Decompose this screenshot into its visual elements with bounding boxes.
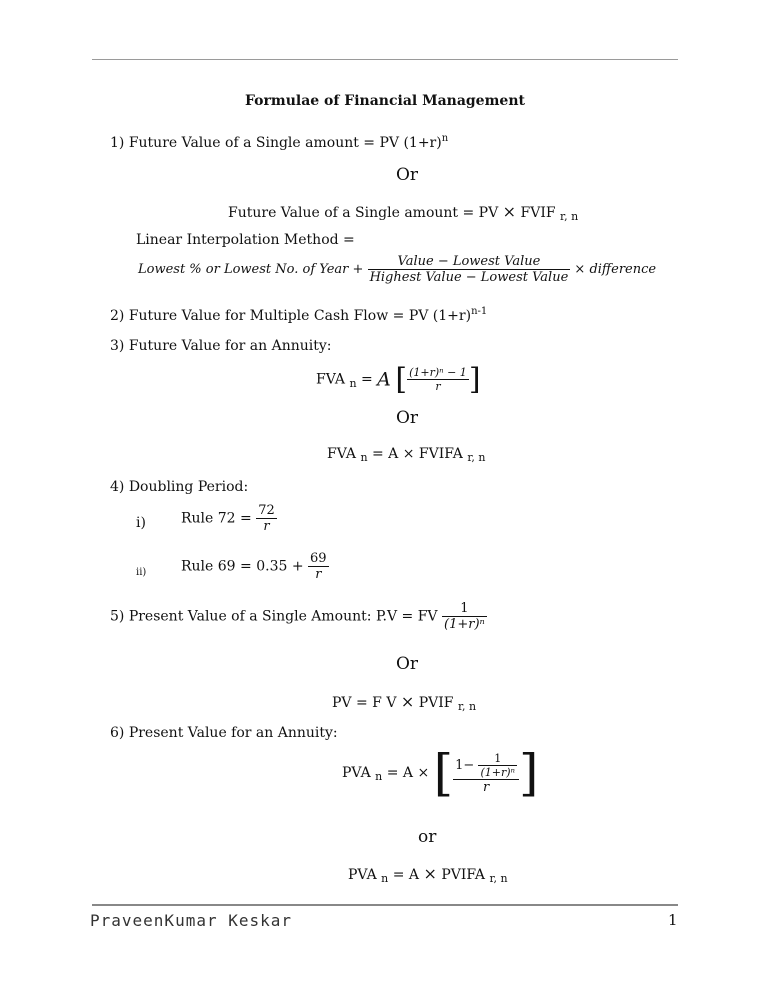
times-symbol: × [502,202,517,221]
formula-5-alt: PV = F V × PVIF $_{r, n}$ [332,692,477,713]
formula-2-line: 2) Future Value for Multiple Cash Flow = PV $(1+r)^{n-1}$ [110,306,488,324]
pva-fraction: 1− $\frac{1}{\text{(1+r)ⁿ}}$ r [453,752,519,795]
rule-72-fraction: $\frac{72}{r}$ [258,503,275,534]
formula-3-or: Or [396,408,419,428]
interp-label: Linear Interpolation Method = [136,232,355,248]
formula-6-or: or [418,827,437,847]
formula-3-expr: FVA $_n$ = A [ $\frac{\text{(1+r)ⁿ − 1}}{r}$ ] [316,362,481,397]
right-bracket: ] [518,744,539,802]
footer-rule [92,904,678,906]
left-bracket: [ [395,362,408,397]
times-symbol: × [423,864,437,883]
formula-3-line: 3) Future Value for an Annuity: [110,338,332,354]
interp-formula: Lowest % or Lowest No. of Year + $\frac{\text{Value − Lowest Value}}{\text{Highest Value − Lowest Value}}$ × difference [138,254,657,285]
rule-69-fraction: $\frac{69}{r}$ [310,551,327,582]
rule-69: Rule 69 = 0.35 + $\frac{69}{r}$ [181,551,327,582]
page-title: Formulae of Financial Management [245,93,525,109]
rule-69-index: ii) [136,567,147,578]
formula-6-line: 6) Present Value for an Annuity: [110,725,338,741]
formula-6-alt: PVA $_n$ = A × PVIFA $_{r, n}$ [348,864,508,885]
formula-3-alt: FVA $_n$ = A × FVIFA $_{r, n}$ [327,446,486,464]
left-bracket: [ [433,744,454,802]
formula-1-alt: Future Value of a Single amount = PV × FVIF $_{r, n}$ [228,202,579,223]
formula-4-line: 4) Doubling Period: [110,479,249,495]
top-rule [92,59,678,60]
interp-fraction: $\frac{\text{Value − Lowest Value}}{\text{Highest Value − Lowest Value}}$ [369,254,569,285]
page-number: 1 [668,911,678,929]
footer-author: PraveenKumar Keskar [90,911,293,930]
rule-72-index: i) [136,515,146,531]
pv-fraction: $\frac{1}{\text{(1+r)ⁿ}}$ [444,601,485,632]
rule-72: Rule 72 = $\frac{72}{r}$ [181,503,275,534]
right-bracket: ] [468,362,481,397]
formula-1-or: Or [396,165,419,185]
pva-inner-fraction: $\frac{1}{\text{(1+r)ⁿ}}$ [480,751,515,779]
fva-fraction: $\frac{\text{(1+r)ⁿ − 1}}{r}$ [409,366,467,393]
times-symbol: × [400,692,415,711]
formula-6-expr: PVA $_n$ = A × [ 1− $\frac{1}{\text{(1+r)ⁿ}}$ r ] [342,744,539,802]
formula-5-line: 5) Present Value of a Single Amount: P.V = FV $\frac{1}{\text{(1+r)ⁿ}}$ [110,601,485,632]
formula-1-line: 1) Future Value of a Single amount = PV $(1+r)^n$ [110,133,449,151]
formula-5-or: Or [396,654,419,674]
